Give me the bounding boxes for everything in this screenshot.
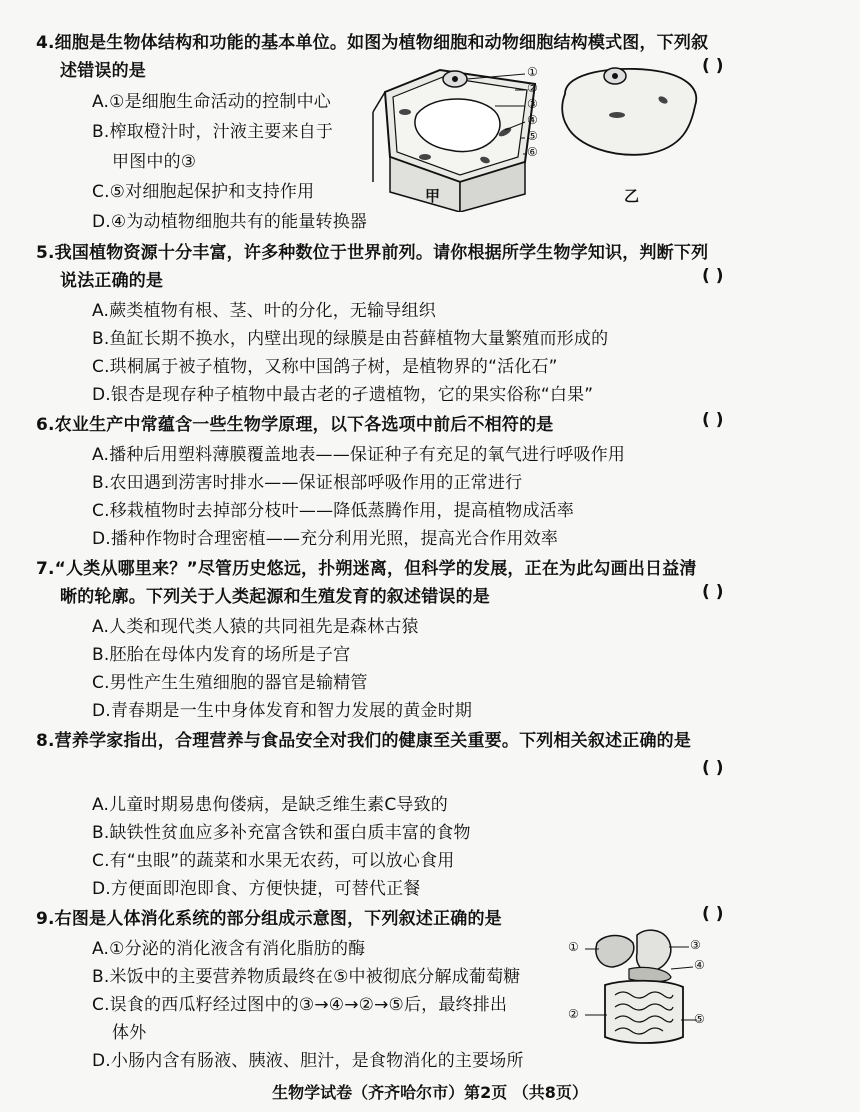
- q9-option-c: C.误食的西瓜籽经过图中的③→④→②→⑤后，最终排出: [92, 995, 508, 1015]
- q5-option-c: C.珙桐属于被子植物，又称中国鸽子树，是植物界的“活化石”: [92, 357, 558, 377]
- q7-stem-line2: 晰的轮廓。下列关于人类起源和生殖发育的叙述错误的是: [60, 587, 490, 607]
- q4-option-c: C.⑤对细胞起保护和支持作用: [92, 182, 315, 202]
- q4-option-b: B.榨取橙汁时，汁液主要来自于: [92, 122, 334, 142]
- q5-stem-line1: 5.我国植物资源十分丰富，许多种数位于世界前列。请你根据所学生物学知识，判断下列: [36, 243, 709, 263]
- q8-option-a: A.儿童时期易患佝偻病，是缺乏维生素C导致的: [92, 795, 449, 815]
- q6-stem-line1: 6.农业生产中常蕴含一些生物学原理，以下各选项中前后不相符的是: [36, 415, 554, 435]
- q8-option-b: B.缺铁性贫血应多补充富含铁和蛋白质丰富的食物: [92, 823, 471, 843]
- q4-answer-bracket: ( ): [702, 56, 724, 76]
- animal-cell-caption: 乙: [624, 187, 640, 205]
- q6-option-a: A.播种后用塑料薄膜覆盖地表——保证种子有充足的氧气进行呼吸作用: [92, 445, 626, 465]
- q9-option-b: B.米饭中的主要营养物质最终在⑤中被彻底分解成葡萄糖: [92, 967, 521, 987]
- q9-answer-bracket: ( ): [702, 904, 724, 924]
- q6-option-d: D.播种作物时合理密植——充分利用光照，提高光合作用效率: [92, 529, 559, 549]
- digestive-system-figure: [585, 925, 705, 1055]
- q8-option-c: C.有“虫眼”的蔬菜和水果无农药，可以放心食用: [92, 851, 455, 871]
- plant-cell-marker-5: ⑤: [527, 129, 538, 143]
- digestive-marker-4: ④: [694, 958, 705, 972]
- q4-stem-line2: 述错误的是: [60, 61, 146, 81]
- q8-option-d: D.方便面即泡即食、方便快捷，可替代正餐: [92, 879, 421, 899]
- q9-stem-line1: 9.右图是人体消化系统的部分组成示意图，下列叙述正确的是: [36, 909, 502, 929]
- q5-option-a: A.蕨类植物有根、茎、叶的分化，无输导组织: [92, 301, 436, 321]
- q4-stem-line1: 4.细胞是生物体结构和功能的基本单位。如图为植物细胞和动物细胞结构模式图，下列叙: [36, 33, 709, 53]
- q5-option-d: D.银杏是现存种子植物中最古老的孑遗植物，它的果实俗称“白果”: [92, 385, 594, 405]
- q5-answer-bracket: ( ): [702, 266, 724, 286]
- plant-cell-caption: 甲: [425, 187, 441, 205]
- q6-option-b: B.农田遇到涝害时排水——保证根部呼吸作用的正常进行: [92, 473, 523, 493]
- animal-cell-figure: [555, 60, 705, 160]
- q5-option-b: B.鱼缸长期不换水，内壁出现的绿膜是由苔藓植物大量繁殖而形成的: [92, 329, 609, 349]
- q9-option-d: D.小肠内含有肠液、胰液、胆汁，是食物消化的主要场所: [92, 1051, 524, 1071]
- plant-cell-marker-1: ①: [527, 65, 538, 79]
- q7-option-b: B.胚胎在母体内发育的场所是子宫: [92, 645, 351, 665]
- plant-cell-marker-3: ③: [527, 97, 538, 111]
- q9-option-c-cont: 体外: [112, 1023, 147, 1043]
- plant-cell-marker-2: ②: [527, 81, 538, 95]
- q4-option-a: A.①是细胞生命活动的控制中心: [92, 92, 331, 112]
- q9-option-a: A.①分泌的消化液含有消化脂肪的酶: [92, 939, 366, 959]
- q5-stem-line2: 说法正确的是: [60, 271, 164, 291]
- plant-cell-marker-4: ④: [527, 113, 538, 127]
- q4-option-d: D.④为动植物细胞共有的能量转换器: [92, 212, 368, 232]
- q7-option-c: C.男性产生生殖细胞的器官是输精管: [92, 673, 368, 693]
- q7-answer-bracket: ( ): [702, 582, 724, 602]
- q7-option-d: D.青春期是一生中身体发育和智力发展的黄金时期: [92, 701, 473, 721]
- q6-answer-bracket: ( ): [702, 410, 724, 430]
- q8-stem-line1: 8.营养学家指出，合理营养与食品安全对我们的健康至关重要。下列相关叙述正确的是: [36, 731, 692, 751]
- q6-option-c: C.移栽植物时去掉部分枝叶——降低蒸腾作用，提高植物成活率: [92, 501, 575, 521]
- plant-cell-marker-6: ⑥: [527, 145, 538, 159]
- q4-option-b-cont: 甲图中的③: [112, 152, 197, 172]
- digestive-marker-2: ②: [568, 1007, 579, 1021]
- digestive-marker-5: ⑤: [694, 1012, 705, 1026]
- digestive-marker-1: ①: [568, 940, 579, 954]
- q7-stem-line1: 7.“人类从哪里来？”尽管历史悠远，扑朔迷离，但科学的发展，正在为此勾画出日益清: [36, 559, 697, 579]
- q7-option-a: A.人类和现代类人猿的共同祖先是森林古猿: [92, 617, 419, 637]
- page-footer: 生物学试卷（齐齐哈尔市）第2页 （共8页）: [272, 1083, 588, 1102]
- digestive-marker-3: ③: [690, 938, 701, 952]
- q8-answer-bracket: ( ): [702, 758, 724, 778]
